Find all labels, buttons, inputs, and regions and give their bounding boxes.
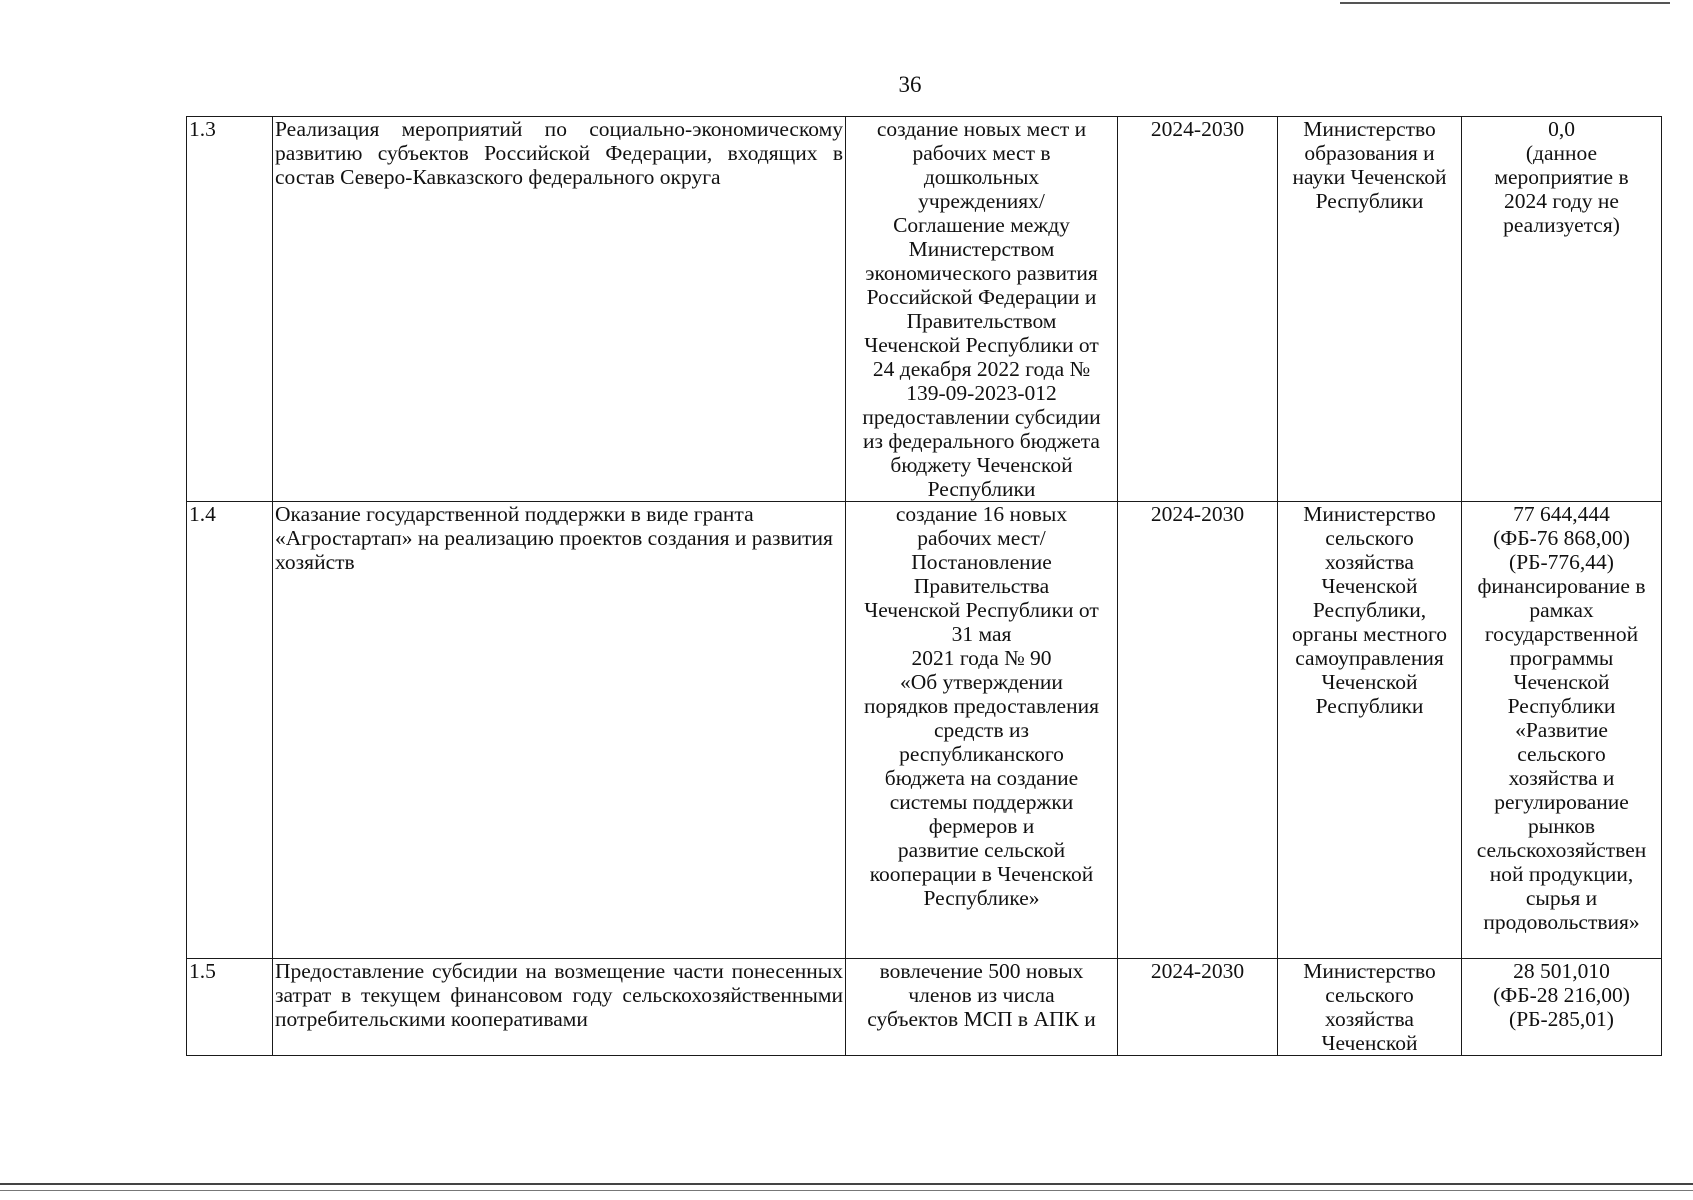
scan-edge-bottom <box>0 1183 1693 1185</box>
measure-period: 2024-2030 <box>1118 117 1278 502</box>
measure-period: 2024-2030 <box>1118 502 1278 959</box>
measure-executor: Министерство образования и науки Чеченской Республики <box>1278 117 1462 502</box>
measure-name: Предоставление субсидии на возмещение части понесенных затрат в текущем финансовом году сельскохозяйственными потребительскими кооперативами <box>273 959 846 1056</box>
measure-name: Оказание государственной поддержки в виде гранта «Агростартап» на реализацию проектов создания и развития хозяйств <box>273 502 846 959</box>
measure-result: создание 16 новых рабочих мест/ Постановление Правительства Чеченской Республики от 31 мая 2021 года № 90 «Об утверждении порядков предоставления средств из республиканского бюджета на создание системы поддержки фермеров и развитие сельской кооперации в Чеченской Республике» <box>846 502 1118 959</box>
row-number: 1.5 <box>187 959 273 1056</box>
measure-funding: 28 501,010 (ФБ-28 216,00) (РБ-285,01) <box>1462 959 1662 1056</box>
scan-edge-top <box>1340 2 1670 4</box>
page-number: 36 <box>898 72 922 97</box>
measure-executor: Министерство сельского хозяйства Чеченской Республики, органы местного самоуправления Чеченской Республики <box>1278 502 1462 959</box>
table-row <box>187 117 1662 502</box>
table-row <box>187 502 1662 959</box>
scan-edge-bottom-secondary <box>0 1190 1693 1191</box>
measures-table <box>186 116 1662 1056</box>
measure-name: Реализация мероприятий по социально-экономическому развитию субъектов Российской Федерации, входящих в состав Северо-Кавказского федерального округа <box>273 117 846 502</box>
row-number: 1.3 <box>187 117 273 502</box>
table-row <box>187 959 1662 1056</box>
row-number: 1.4 <box>187 502 273 959</box>
measure-result: создание новых мест и рабочих мест в дошкольных учреждениях/ Соглашение между Министерством экономического развития Российской Федерации и Правительством Чеченской Республики от 24 декабря 2022 года № 139-09-2023-012 предоставлении субсидии из федерального бюджета бюджету Чеченской Республики <box>846 117 1118 502</box>
measure-period: 2024-2030 <box>1118 959 1278 1056</box>
measure-funding: 0,0 (данное мероприятие в 2024 году не реализуется) <box>1462 117 1662 502</box>
measure-funding: 77 644,444 (ФБ-76 868,00) (РБ-776,44) финансирование в рамках государственной программы Чеченской Республики «Развитие сельского хозяйства и регулирование рынков сельскохозяйствен ной продукции, сырья и продовольствия» <box>1462 502 1662 959</box>
measure-result: вовлечение 500 новых членов из числа субъектов МСП в АПК и <box>846 959 1118 1056</box>
measure-executor: Министерство сельского хозяйства Чеченской <box>1278 959 1462 1056</box>
